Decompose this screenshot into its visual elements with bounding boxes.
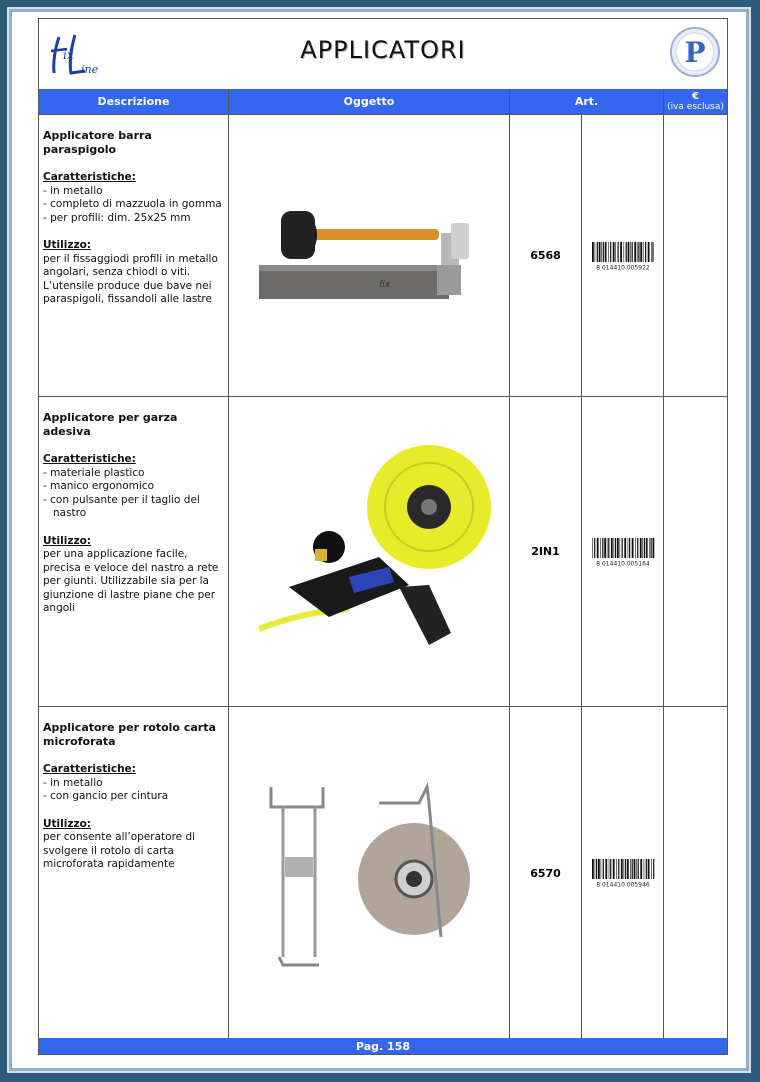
feature-item: - completo di mazzuola in gomma [43,198,222,210]
features-list [43,777,224,804]
product-image-paper-roll-holder [229,707,510,1039]
p-badge-icon [669,26,721,78]
catalog-sheet [38,18,728,1055]
feature-item: - materiale plastico [43,466,145,479]
feature-item: - per profili: dim. 25x25 mm [43,211,191,224]
barcode-digits: 8 014410 005946 [595,881,650,888]
usage-label: Utilizzo: [43,239,91,251]
product-name: Applicatore per garza adesiva [43,411,178,438]
feature-item: - con gancio per cintura [43,790,169,802]
article-code: 2IN1 [510,397,582,706]
svg-text:ine: ine [81,63,99,76]
price-cell [664,397,727,706]
page-header [39,19,727,90]
feature-item: - con pulsante per il taglio del nastro [43,493,200,519]
article-code: 6568 [510,115,582,396]
page-title: APPLICATORI [300,36,466,64]
svg-text:fix: fix [379,280,391,290]
barcode [582,397,664,706]
barcode-digits: 8 014410 005922 [595,264,650,271]
barcode-image [590,537,656,567]
product-name: Applicatore per rotolo carta microforata [43,721,216,748]
barcode-image [590,241,656,271]
product-image-hammer-bar [229,115,510,396]
features-label: Caratteristiche: [43,453,136,465]
usage-text: per una applicazione facile, precisa e veloce del nastro a rete per giunti. Utilizzabile sia per la giunzione di lastre piane che per angoli [43,548,219,614]
svg-text:P: P [684,36,706,69]
iva-label: (iva esclusa) [667,101,724,112]
article-code: 6570 [510,707,582,1039]
product-description [39,115,229,396]
price-cell [664,707,727,1039]
barcode [582,707,664,1039]
features-label: Caratteristiche: [43,763,136,775]
features-list [43,467,224,521]
feature-item: - in metallo [43,776,103,789]
svg-text:ix: ix [63,48,74,62]
barcode-image [590,858,656,888]
features-label: Caratteristiche: [43,171,136,183]
product-description [39,707,229,1039]
barcode [582,115,664,396]
product-description [39,397,229,706]
usage-label: Utilizzo: [43,534,91,547]
col-price [664,89,727,115]
product-row [39,115,727,397]
usage-text: per consente all’operatore di svolgere il rotolo di carta microforata rapidamente [43,831,196,870]
feature-item: - in metallo [43,184,103,197]
product-name: Applicatore barra paraspigolo [43,129,152,156]
usage-label: Utilizzo: [43,817,91,830]
product-row [39,397,727,707]
product-image-tape-applicator [229,397,510,706]
col-oggetto: Oggetto [229,89,510,115]
features-list [43,185,224,226]
barcode-digits: 8 014410 005164 [595,560,650,567]
feature-item: - manico ergonomico [43,480,154,492]
page-frame [7,7,751,1073]
price-cell [664,115,727,396]
product-row [39,707,727,1040]
page-number: Pag. 158 [39,1038,727,1054]
usage-text: per il fissaggiodi profili in metallo angolari, senza chiodi o viti. L’utensile produce due bave nei paraspigoli, fissandoli alle lastre [43,252,218,305]
euro-label: € [692,90,699,102]
col-art: Art. [510,89,664,115]
col-descrizione: Descrizione [39,89,229,115]
